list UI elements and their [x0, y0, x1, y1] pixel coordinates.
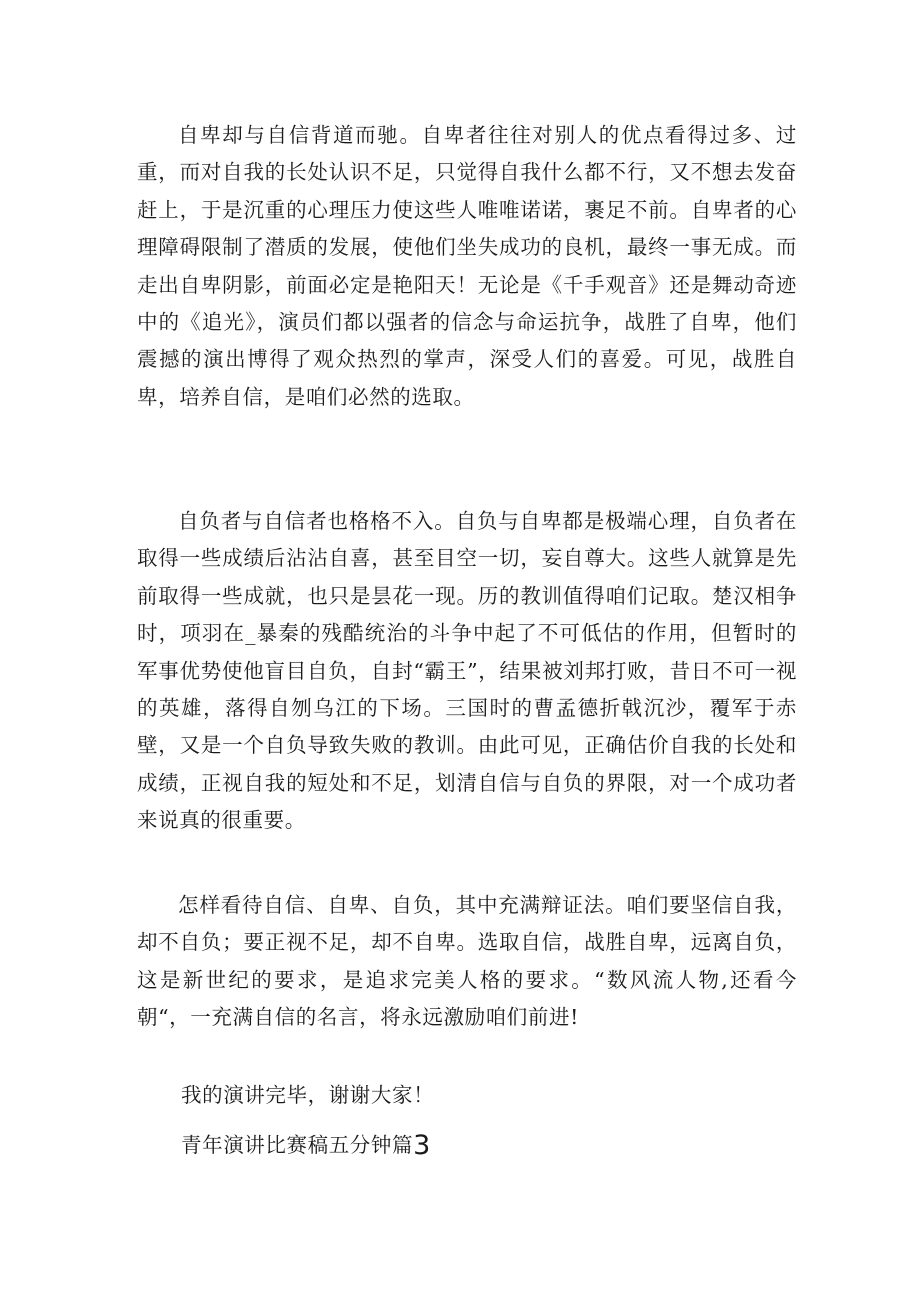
paragraph-self-doubt: 自卑却与自信背道而驰。自卑者往往对别人的优点看得过多、过重，而对自我的长处认识不足，只觉得自我什么都不行，又不想去发奋赶上，于是沉重的心理压力使这些人唯唯诺诺，裹足不前。自卑者的心理障碍限制了潜质的发展，使他们坐失成功的良机，最终一事无成。而走出自卑阴影，前面必定是艳阳天！无论是《千手观音》还是舞动奇迹中的《追光》，演员们都以强者的信念与命运抗争，战胜了自卑，他们震撼的演出博得了观众热烈的掌声，深受人们的喜爱。可见，战胜自卑，培养自信，是咱们必然的选取。 — [137, 123, 797, 409]
paragraph-arrogance: 自负者与自信者也格格不入。自负与自卑都是极端心理，自负者在取得一些成绩后沾沾自喜，甚至目空一切，妄自尊大。这些人就算是先前取得一些成就，也只是昙花一现。历的教训值得咱们记取。楚汉相争时，项羽在_暴秦的残酷统治的斗争中起了不可低估的作用，但暂时的军事优势使他盲目自负，自封“霸王”，结果被刘邦打败，昔日不可一视的英雄，落得自刎乌江的下场。三国时的曹孟德折戟沉沙，覆军于赤壁，又是一个自负导致失败的教训。由此可见，正确估价自我的长处和成绩，正视自我的短处和不足，划清自信与自负的界限，对一个成功者来说真的很重要。 — [137, 509, 797, 833]
closing-line: 我的演讲完毕，谢谢大家！ — [181, 1083, 435, 1107]
paragraph-dialectics: 怎样看待自信、自卑、自负，其中充满辩证法。咱们要坚信自我，却不自负；要正视不足，却不自卑。选取自信，战胜自卑，远离自负，这是新世纪的要求，是追求完美人格的要求。“数风流人物,还看今朝“，一充满自信的名言，将永远激励咱们前进! — [137, 893, 797, 1030]
section-heading — [181, 1127, 431, 1164]
section-heading-text: 青年演讲比赛稿五分钟篇 — [181, 1133, 414, 1157]
section-heading-number: 3 — [413, 1130, 431, 1161]
